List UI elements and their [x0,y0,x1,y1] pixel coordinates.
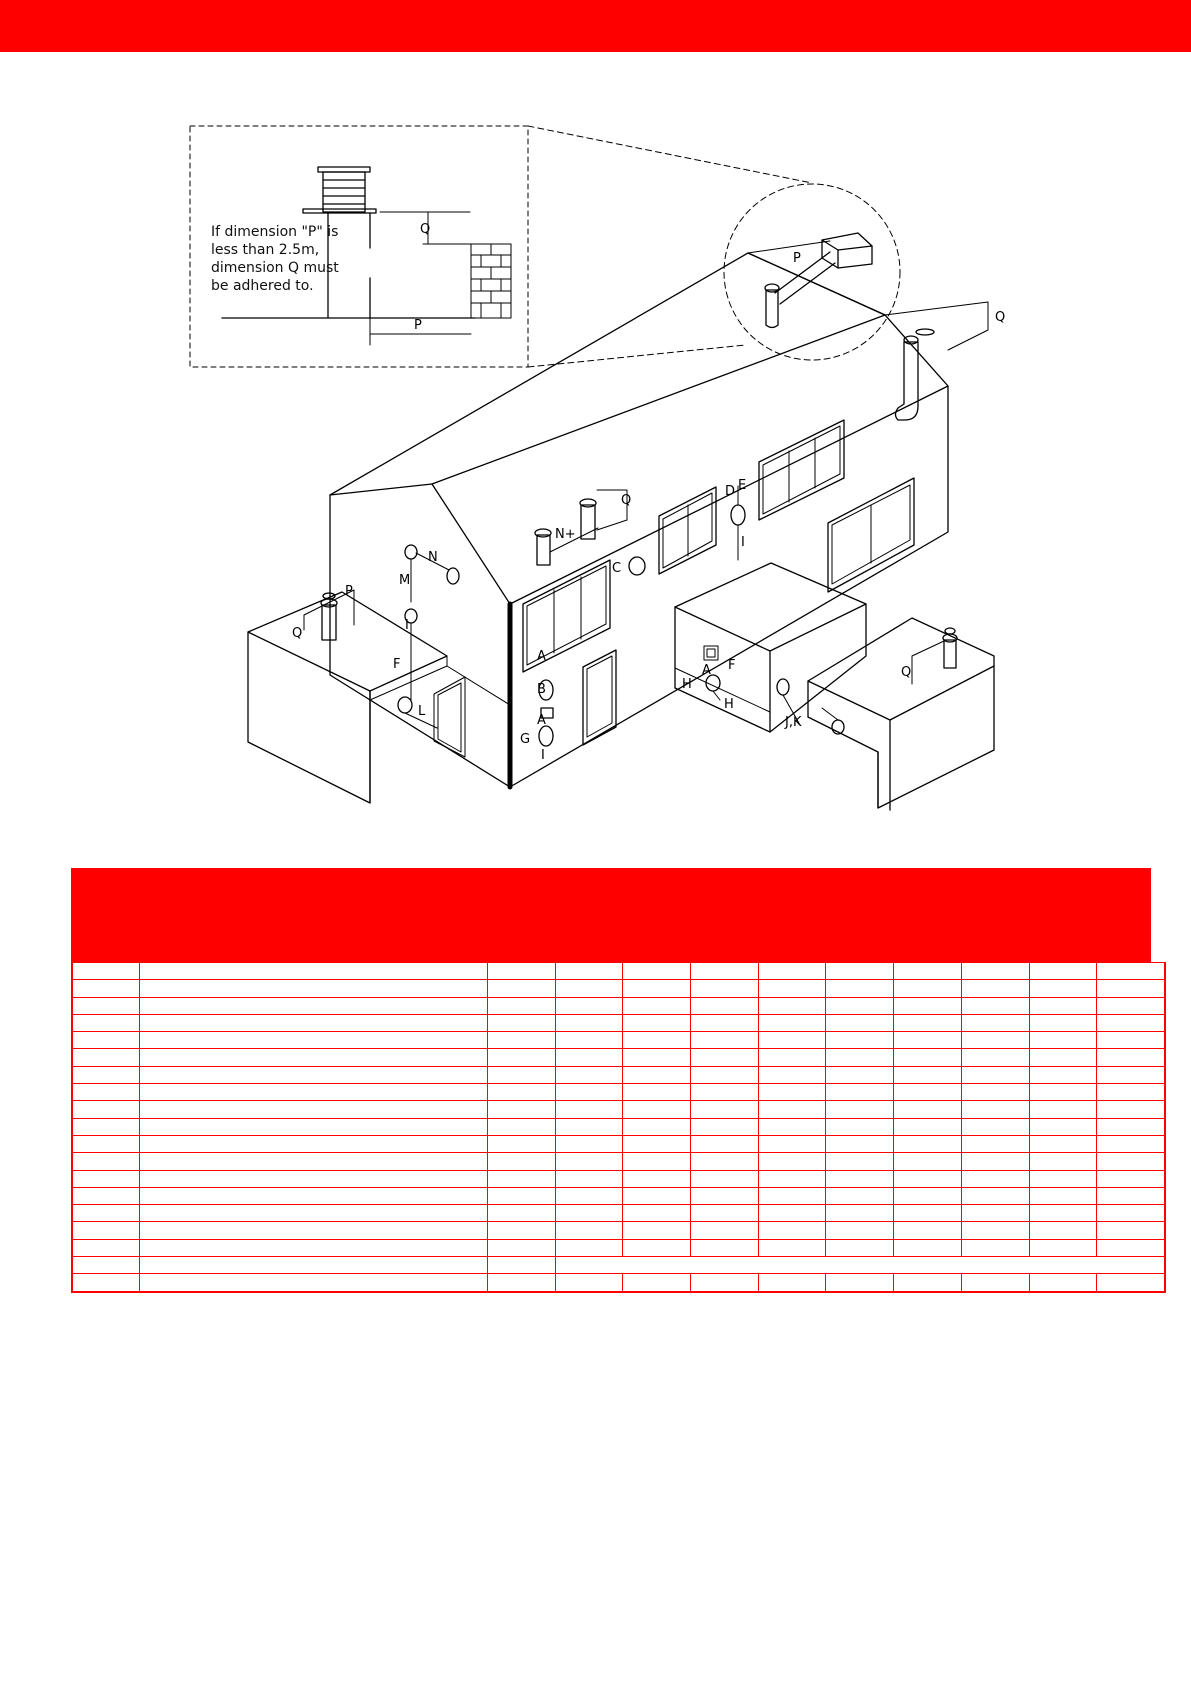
rear-flue [896,329,935,420]
table-row [72,1170,1165,1187]
table-cell [1097,1274,1165,1292]
clearances-grid [71,962,1166,1293]
table-cell [555,1049,623,1066]
label-jk: J,K [785,715,802,730]
label-i: I [405,618,409,633]
label-f: F [728,658,736,673]
label-b: B [537,682,546,697]
table-cell [72,1066,140,1083]
label-n-plus: N+ [555,527,576,542]
table-cell [758,980,826,997]
table-cell [555,1066,623,1083]
label-p: P [345,584,353,599]
table-cell [758,1222,826,1239]
table-cell [758,1066,826,1083]
table-cell [826,1032,894,1049]
table-cell [140,1101,488,1118]
table-cell [72,997,140,1014]
table-cell [1097,1239,1165,1256]
table-cell [72,963,140,980]
front-facade [510,386,948,787]
table-cell [623,1170,691,1187]
table-cell [488,1032,556,1049]
table-cell [826,963,894,980]
window [759,420,844,520]
table-cell [894,1239,962,1256]
table-cell [758,1032,826,1049]
table-cell [894,1066,962,1083]
label-a: A [537,649,546,664]
table-row [72,1135,1165,1152]
gable-end-wall [330,484,510,787]
table-row [72,1187,1165,1204]
table-cell [140,997,488,1014]
table-cell [140,1066,488,1083]
table-cell [140,1239,488,1256]
table-cell [623,1066,691,1083]
table-row [72,1274,1165,1292]
table-cell [691,1014,759,1031]
table-cell [961,1205,1029,1222]
table-cell [72,1135,140,1152]
table-cell [488,1084,556,1101]
left-extension [248,590,510,803]
table-cell [894,1014,962,1031]
table-cell [488,1153,556,1170]
label-p: P [793,251,801,266]
table-cell [691,1205,759,1222]
table-cell [1097,1222,1165,1239]
table-cell [894,1187,962,1204]
table-cell [758,1274,826,1292]
table-cell [758,1205,826,1222]
table-cell [826,1187,894,1204]
table-row [72,997,1165,1014]
table-row [72,1239,1165,1256]
table-cell [555,1239,623,1256]
table-cell [140,1084,488,1101]
table-cell [961,1084,1029,1101]
inset-connector [528,126,812,183]
table-cell [72,1049,140,1066]
table-cell [1097,1118,1165,1135]
roof [330,253,948,495]
label-q: Q [292,626,303,641]
table-cell [826,1153,894,1170]
table-row [72,1257,1165,1274]
top-banner [0,0,1191,52]
table-cell [140,1049,488,1066]
table-cell [72,1187,140,1204]
table-cell [1097,1084,1165,1101]
table-cell [894,997,962,1014]
table-cell [691,1222,759,1239]
table-cell [140,1257,488,1274]
position-labels [292,251,1005,763]
table-cell [826,980,894,997]
table-cell [623,1222,691,1239]
label-c: C [612,561,622,576]
table-row [72,1066,1165,1083]
table-cell [1097,1205,1165,1222]
table-cell [623,1205,691,1222]
table-cell [1029,1032,1097,1049]
table-cell [961,1274,1029,1292]
table-cell [140,1014,488,1031]
table-cell [140,980,488,997]
table-cell [691,1153,759,1170]
table-cell [961,1170,1029,1187]
table-cell [72,1118,140,1135]
table-cell [555,1101,623,1118]
table-cell [826,1101,894,1118]
table-cell [894,1032,962,1049]
table-cell [72,1170,140,1187]
table-cell [758,1118,826,1135]
table-cell [1029,980,1097,997]
table-cell [140,1205,488,1222]
table-row [72,963,1165,980]
table-cell [623,1014,691,1031]
table-cell [140,1187,488,1204]
label-e: E [738,478,747,493]
table-cell [826,1066,894,1083]
label-m: M [399,573,411,588]
table-cell [623,1135,691,1152]
table-cell [691,1239,759,1256]
table-cell [623,1032,691,1049]
table-cell [555,1222,623,1239]
table-cell [140,1222,488,1239]
table-cell [826,1222,894,1239]
table-cell [961,1014,1029,1031]
table-cell [758,1049,826,1066]
table-cell [623,980,691,997]
table-cell [140,1032,488,1049]
table-cell [894,1205,962,1222]
label-f: F [393,657,401,672]
table-cell [488,1066,556,1083]
table-cell [140,1153,488,1170]
table-cell [894,1274,962,1292]
right-extension [808,618,994,810]
label-q: Q [995,310,1006,325]
table-cell [691,963,759,980]
table-cell [623,1153,691,1170]
table-cell [961,1101,1029,1118]
table-cell [758,1101,826,1118]
table-row [72,1153,1165,1170]
table-cell [555,963,623,980]
table-cell [140,1135,488,1152]
table-cell [961,1032,1029,1049]
table-cell [758,1153,826,1170]
table-row [72,1101,1165,1118]
table-cell [826,1135,894,1152]
table-cell [961,980,1029,997]
table-cell [1029,1187,1097,1204]
table-cell [488,963,556,980]
table-cell [691,1049,759,1066]
table-cell [1097,1032,1165,1049]
table-cell [691,1084,759,1101]
table-cell [826,1205,894,1222]
table-cell [140,963,488,980]
table-cell [894,980,962,997]
table-cell [488,1274,556,1292]
table-cell [623,963,691,980]
table-cell [72,1257,140,1274]
table-cell [1029,1014,1097,1031]
table-cell [894,1170,962,1187]
table-cell [72,1205,140,1222]
table-cell [691,1066,759,1083]
table-cell [555,997,623,1014]
table-cell [623,1049,691,1066]
table-cell [1029,1118,1097,1135]
table-cell [826,1014,894,1031]
table-cell [1097,1135,1165,1152]
inset-label-q: Q [420,222,431,237]
table-cell [1097,1101,1165,1118]
table-cell [961,963,1029,980]
inset-note-line: be adhered to. [211,278,314,294]
table-cell [758,1170,826,1187]
table-row [72,1205,1165,1222]
table-cell [623,997,691,1014]
table-cell [1097,997,1165,1014]
table-cell [826,1084,894,1101]
table-cell [1097,1170,1165,1187]
table-cell [1029,1066,1097,1083]
table-row [72,1049,1165,1066]
table-cell [826,1118,894,1135]
table-cell [1097,963,1165,980]
table-row [72,1118,1165,1135]
table-cell [1029,1135,1097,1152]
table-cell [691,1118,759,1135]
table-cell [691,1187,759,1204]
table-cell [555,1135,623,1152]
inset-note-line: less than 2.5m, [211,242,320,258]
table-cell [894,1222,962,1239]
table-cell [894,1118,962,1135]
table-cell [894,1101,962,1118]
table-cell [72,1153,140,1170]
table-row [72,1032,1165,1049]
table-cell [488,1118,556,1135]
table-cell [488,1049,556,1066]
table-cell [1029,1084,1097,1101]
table-cell [555,1014,623,1031]
table-cell [72,1274,140,1292]
table-cell [894,963,962,980]
table-cell [1029,997,1097,1014]
table-cell [826,1274,894,1292]
table-cell [488,1014,556,1031]
label-d: D [725,484,736,499]
table-cell [826,997,894,1014]
table-cell [1097,1153,1165,1170]
table-cell [691,1135,759,1152]
table-cell [961,1049,1029,1066]
table-cell [555,1274,623,1292]
label-i: I [541,748,545,763]
table-row [72,1084,1165,1101]
table-cell [691,997,759,1014]
table-cell [555,1257,1165,1274]
table-cell [488,1170,556,1187]
table-cell [691,1274,759,1292]
table-cell [488,1205,556,1222]
table-cell [488,1239,556,1256]
main-building [330,233,988,787]
table-cell [1097,1066,1165,1083]
table-cell [894,1049,962,1066]
table-cell [1097,1049,1165,1066]
window [659,487,716,574]
table-cell [623,1274,691,1292]
label-a: A [702,663,711,678]
table-cell [72,1084,140,1101]
table-row [72,1014,1165,1031]
table-cell [894,1135,962,1152]
table-cell [1029,1153,1097,1170]
roof-terminal [748,233,872,328]
label-h: H [682,677,692,692]
table-cell [826,1049,894,1066]
table-cell [623,1187,691,1204]
table-cell [488,1222,556,1239]
door [583,650,616,745]
table-cell [961,1066,1029,1083]
label-i: I [741,535,745,550]
table-cell [1029,1239,1097,1256]
inset-label-p: P [414,318,422,333]
table-cell [1097,980,1165,997]
table-cell [623,1084,691,1101]
table-row [72,980,1165,997]
table-cell [555,1205,623,1222]
table-cell [1029,1049,1097,1066]
magnifier-circle [724,184,900,360]
table-cell [140,1118,488,1135]
table-cell [623,1101,691,1118]
table-cell [72,980,140,997]
table-cell [691,1032,759,1049]
label-q: Q [901,665,912,680]
inset-note-line: dimension Q must [211,260,339,276]
table-cell [488,997,556,1014]
wall-flue [535,490,627,565]
label-q: Q [621,493,632,508]
table-cell [961,1239,1029,1256]
table-cell [758,1135,826,1152]
table-cell [72,1239,140,1256]
inset-note [211,224,343,294]
table-cell [961,1222,1029,1239]
table-cell [488,1101,556,1118]
table-cell [1097,1014,1165,1031]
table-cell [488,980,556,997]
flue-terminal-position-diagram [0,60,1191,820]
table-cell [555,1153,623,1170]
table-cell [691,980,759,997]
garage-door [828,478,914,592]
table-cell [961,1118,1029,1135]
table-cell [826,1170,894,1187]
table-cell [691,1101,759,1118]
table-cell [1029,1222,1097,1239]
table-cell [140,1170,488,1187]
table-cell [72,1222,140,1239]
table-cell [555,1118,623,1135]
inset-connector [528,345,745,367]
table-cell [961,1153,1029,1170]
inset-brick-wall [471,244,511,318]
inset-note-line: If dimension "P" is [211,224,339,240]
table-cell [555,1170,623,1187]
label-a: A [537,713,546,728]
table-cell [140,1274,488,1292]
table-cell [1029,1101,1097,1118]
table-cell [555,1187,623,1204]
table-cell [961,997,1029,1014]
table-row [72,1222,1165,1239]
table-cell [1097,1187,1165,1204]
label-n: N [428,550,438,565]
table-cell [826,1239,894,1256]
inset-detail [190,126,812,367]
table-cell [1029,1274,1097,1292]
table-cell [72,1032,140,1049]
table-cell [72,1101,140,1118]
label-h: H [724,697,734,712]
table-cell [758,1239,826,1256]
table-cell [758,1084,826,1101]
table-cell [758,1187,826,1204]
table-cell [1029,963,1097,980]
table-cell [488,1135,556,1152]
middle-extension [675,563,866,732]
table-cell [488,1257,556,1274]
table-cell [961,1187,1029,1204]
table-cell [758,997,826,1014]
table-cell [488,1187,556,1204]
label-g: G [520,732,531,747]
table-cell [555,1032,623,1049]
table-cell [894,1084,962,1101]
table-cell [623,1118,691,1135]
table-cell [691,1170,759,1187]
table-cell [1029,1205,1097,1222]
table-cell [758,1014,826,1031]
table-cell [961,1135,1029,1152]
table-cell [1029,1170,1097,1187]
table-cell [72,1014,140,1031]
table-header [71,868,1151,962]
table-cell [623,1239,691,1256]
clearances-table [71,868,1151,1293]
label-l: L [418,704,426,719]
table-cell [555,1084,623,1101]
table-cell [894,1153,962,1170]
table-cell [758,963,826,980]
table-cell [555,980,623,997]
